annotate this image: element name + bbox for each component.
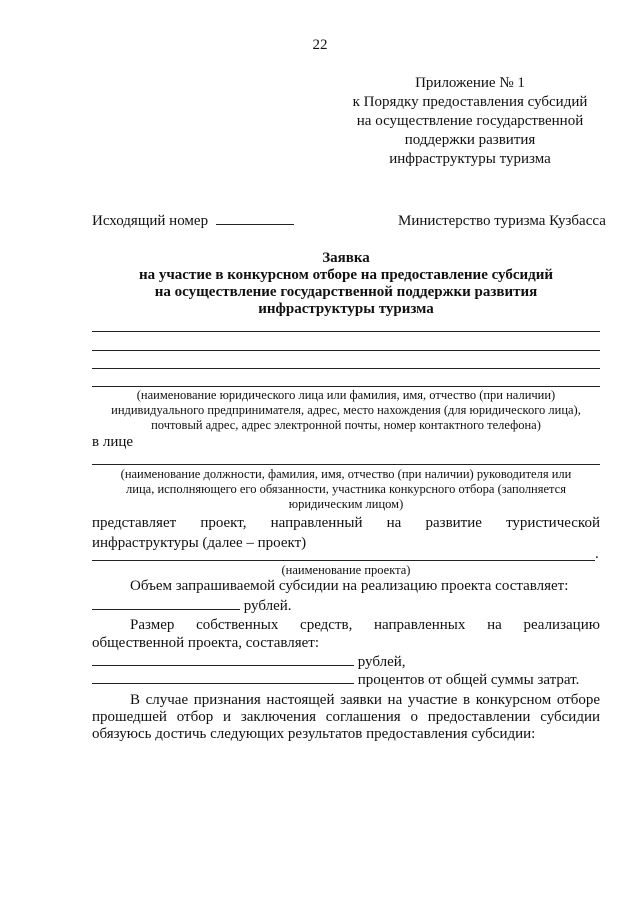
- title-line: на осуществление государственной поддержки развития: [154, 284, 538, 300]
- commitment-line: В случае признания настоящей заявки на участие в конкурсном отборе: [130, 692, 600, 708]
- appendix-line: Приложение № 1: [415, 75, 525, 91]
- hint-line: лица, исполняющего его обязанности, участника конкурсного отбора (заполняется: [126, 482, 566, 496]
- hint-line: (наименование юридического лица или фамилия, имя, отчество (при наличии): [136, 388, 556, 402]
- hint-line: почтовый адрес, адрес электронной почты, номер контактного телефона): [151, 418, 541, 432]
- appendix-line: поддержки развития: [404, 132, 536, 148]
- applicant-line[interactable]: [92, 350, 600, 351]
- own-funds-percent: [92, 672, 579, 689]
- own-funds-percent-label: процентов от общей суммы затрат.: [357, 672, 580, 688]
- word: собственных: [196, 617, 279, 633]
- represents-line: [92, 515, 600, 532]
- own-funds-line: [92, 617, 600, 634]
- project-name-line[interactable]: [92, 560, 595, 561]
- appendix-line: инфраструктуры туризма: [389, 151, 551, 167]
- title-line: инфраструктуры туризма: [258, 301, 434, 317]
- subsidy-volume-text: Объем запрашиваемой субсидии на реализацию проекта составляет:: [130, 578, 569, 594]
- hint-line: (наименование должности, фамилия, имя, отчество (при наличии) руководителя или: [120, 467, 572, 481]
- applicant-hint: [92, 388, 600, 433]
- own-funds-rubles: [92, 654, 406, 671]
- word: на: [487, 617, 502, 633]
- page-number: 22: [312, 37, 328, 53]
- word: реализацию: [523, 617, 600, 633]
- title-line: Заявка: [322, 250, 370, 266]
- representative-line[interactable]: [92, 464, 600, 465]
- project-name-hint: (наименование проекта): [281, 563, 411, 577]
- commitment-text: [92, 692, 600, 743]
- commitment-line: прошедшей отбор и заключения соглашения о предоставлении субсидии: [92, 709, 600, 725]
- hint-line: индивидуального предпринимателя, адрес, место нахождения (для юридического лица),: [111, 403, 581, 417]
- subsidy-amount-blank[interactable]: [92, 609, 240, 610]
- in-person-label: в лице: [92, 434, 134, 450]
- appendix-line: к Порядку предоставления субсидий: [352, 94, 588, 110]
- hint-line: юридическим лицом): [288, 497, 404, 511]
- subsidy-amount: [92, 598, 292, 615]
- ministry-name: Министерство туризма Кузбасса: [398, 213, 606, 229]
- outgoing-number-blank[interactable]: [216, 224, 294, 225]
- subsidy-rubles-label: рублей.: [243, 598, 292, 614]
- word: средств,: [300, 617, 353, 633]
- word: представляет: [92, 515, 177, 531]
- word: направленных: [374, 617, 466, 633]
- applicant-line[interactable]: [92, 386, 600, 387]
- applicant-line[interactable]: [92, 368, 600, 369]
- appendix-block: [340, 74, 600, 169]
- word: туристической: [506, 515, 600, 531]
- outgoing-number: [92, 213, 294, 230]
- appendix-line: на осуществление государственной: [356, 113, 584, 129]
- represents-line-2: инфраструктуры (далее – проект): [92, 535, 307, 551]
- word: направленный: [270, 515, 363, 531]
- title-line: на участие в конкурсном отборе на предоставление субсидий: [138, 267, 554, 283]
- document-title: [92, 250, 600, 318]
- word: на: [386, 515, 402, 531]
- word: проект,: [200, 515, 247, 531]
- own-funds-rubles-label: рублей,: [357, 654, 406, 670]
- commitment-line: обязуюсь достичь следующих результатов предоставления субсидии:: [92, 726, 536, 742]
- outgoing-number-label: Исходящий номер: [92, 213, 209, 229]
- project-name-period: .: [595, 546, 599, 562]
- word: Размер: [130, 617, 175, 633]
- own-funds-line-2: общественной проекта, составляет:: [92, 635, 319, 651]
- own-funds-rubles-blank[interactable]: [92, 665, 354, 666]
- representative-hint: [92, 467, 600, 512]
- applicant-line[interactable]: [92, 331, 600, 332]
- word: развитие: [425, 515, 482, 531]
- own-funds-percent-blank[interactable]: [92, 683, 354, 684]
